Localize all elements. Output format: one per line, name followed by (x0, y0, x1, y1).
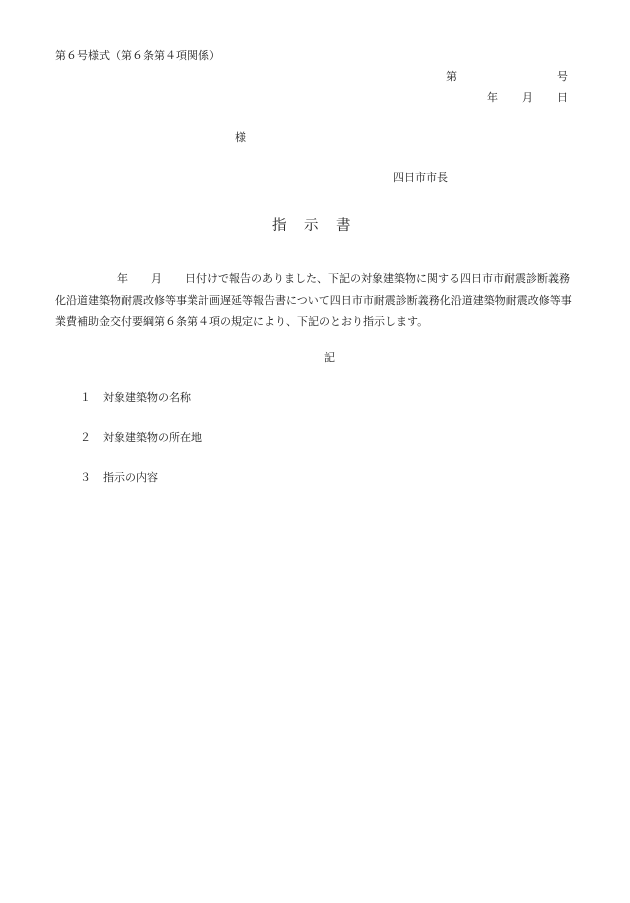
item-2-label: 対象建築物の所在地 (103, 431, 202, 444)
document-title-3 (336, 219, 351, 234)
date-year: 年 (487, 91, 498, 104)
title-char-1: 指 (272, 218, 287, 234)
body-month: 月 (151, 272, 162, 285)
date-day: 日 (557, 91, 568, 104)
form-label: 第６号様式（第６条第４項関係） (55, 49, 220, 62)
title-char-2: 示 (304, 218, 319, 234)
body-text: 日付けで報告のありました、下記の対象建築物に関する四日市市耐震診断義務化沿道建築物耐震改修等事業計画遅延等報告書について四日市市耐震診断義務化沿道建築物耐震改修等事業費補助金交付要綱第６条第４項の規定により、下記のとおり指示します。 (55, 272, 572, 328)
item-2-number: ２ (80, 431, 91, 444)
document-title (272, 219, 287, 234)
title-char-3: 書 (336, 218, 351, 234)
item-1-label: 対象建築物の名称 (103, 391, 191, 404)
body-paragraph (55, 268, 575, 333)
item-3-number: ３ (80, 471, 91, 484)
body-year: 年 (117, 272, 128, 285)
issuer: 四日市市長 (393, 171, 448, 184)
number-suffix: 号 (557, 70, 568, 83)
item-1-number: １ (80, 391, 91, 404)
ki-heading: 記 (324, 351, 335, 364)
date-month: 月 (522, 91, 533, 104)
item-3-label: 指示の内容 (103, 471, 158, 484)
addressee-suffix: 様 (235, 131, 246, 144)
number-prefix: 第 (446, 70, 457, 83)
document-title-2 (304, 219, 319, 234)
